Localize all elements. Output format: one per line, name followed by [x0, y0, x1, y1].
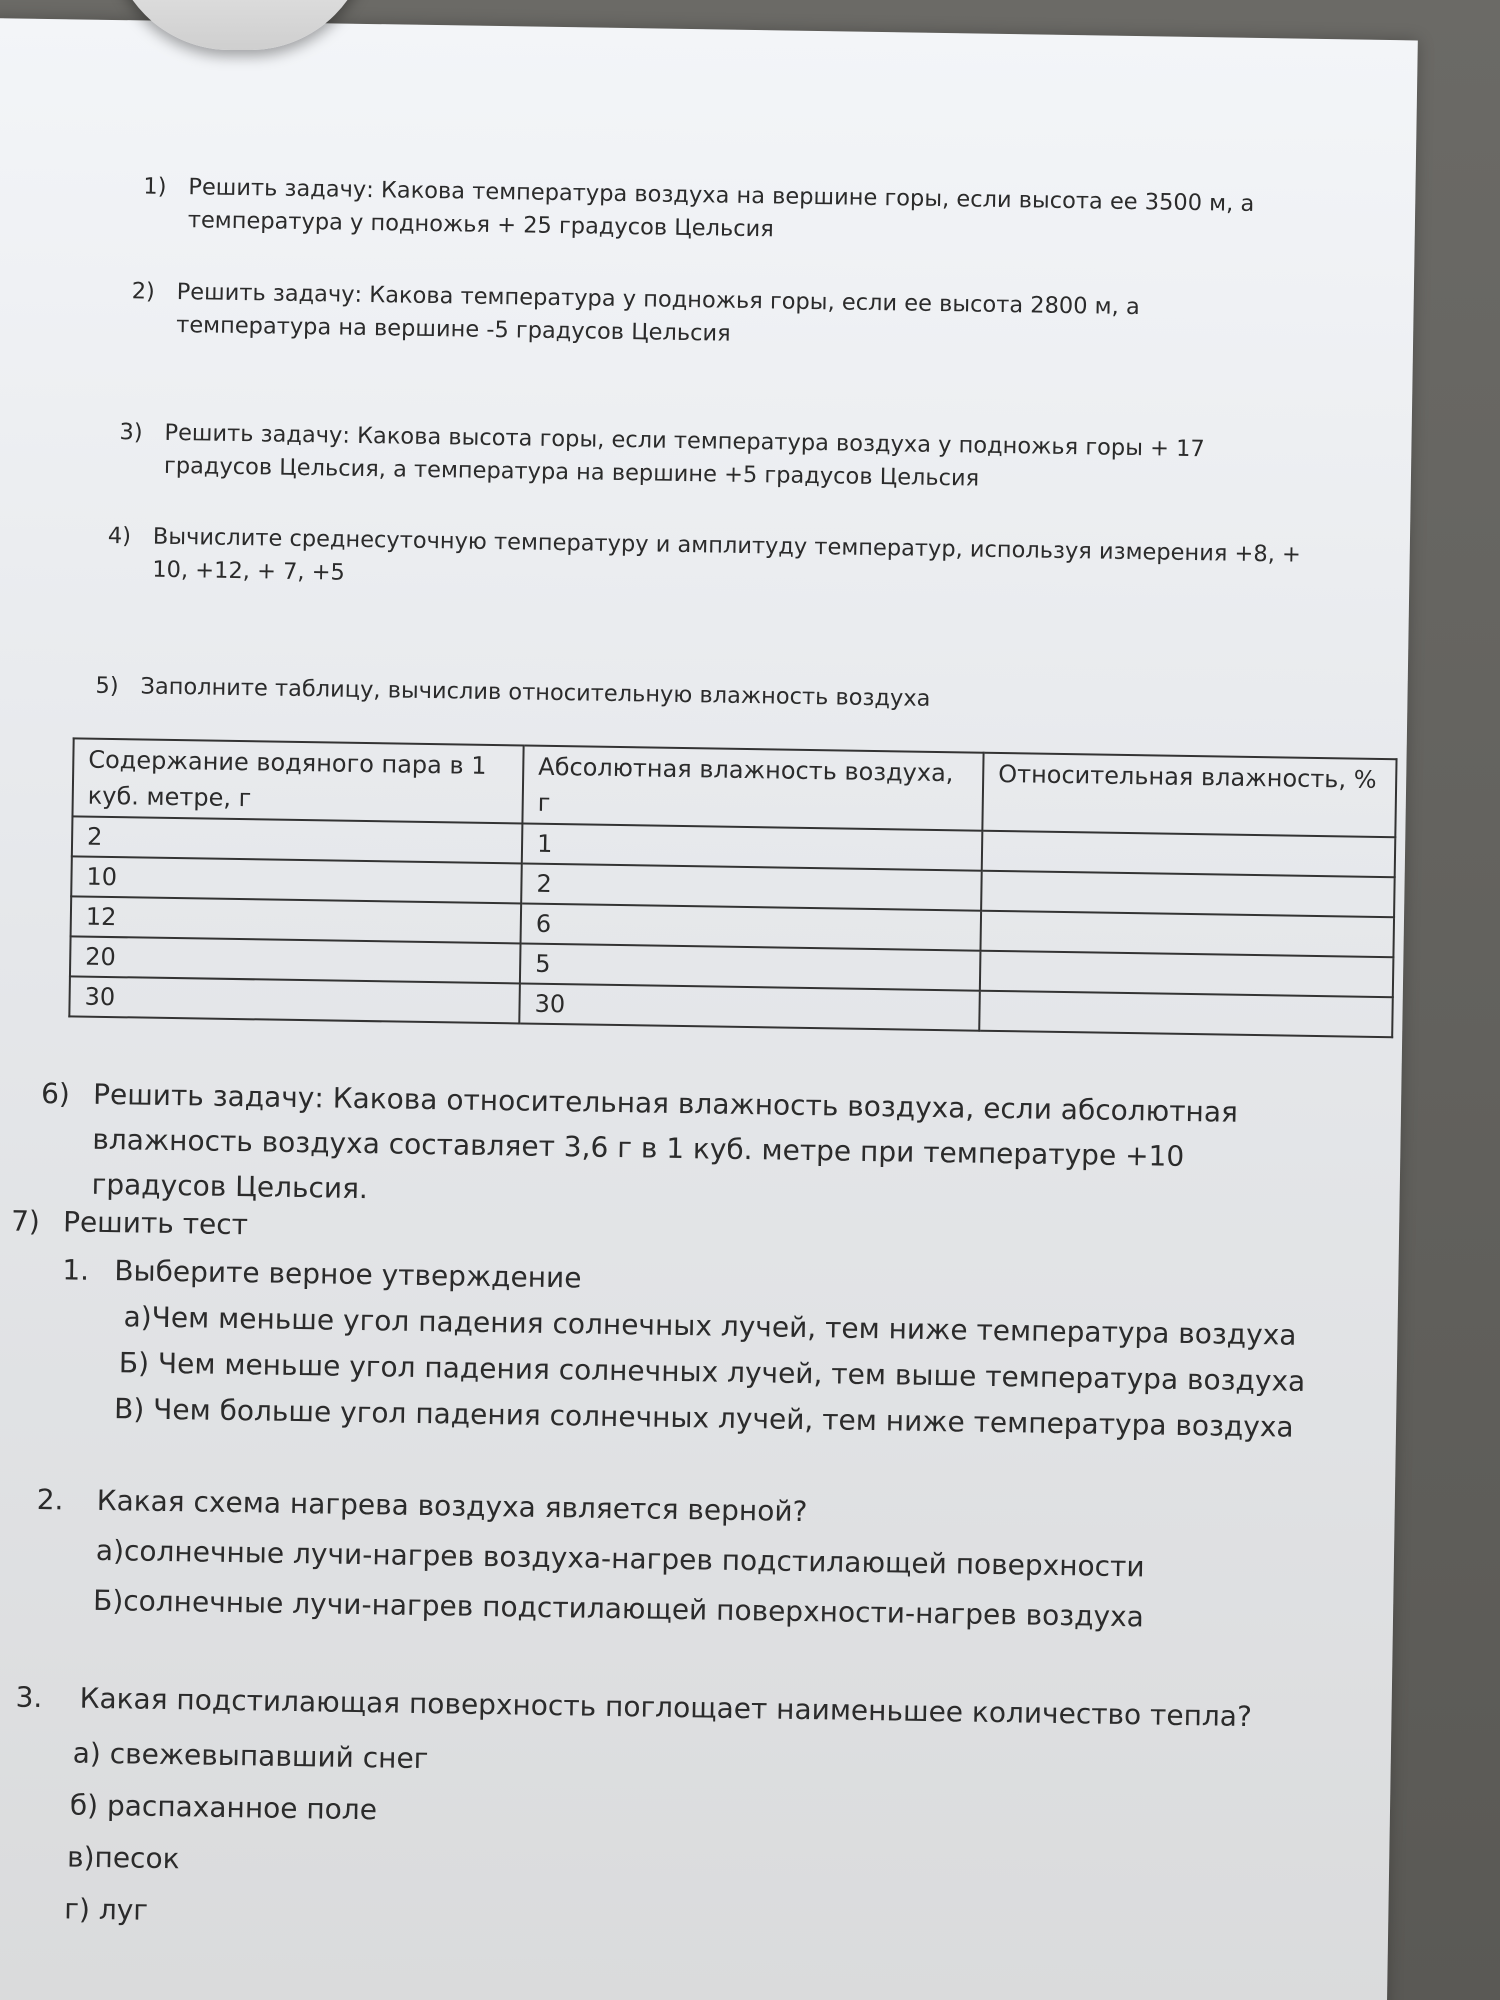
cell-vapor: 30	[69, 976, 520, 1023]
test-question-text: Какая подстилающая поверхность поглощает наименьшее количество тепла?	[79, 1681, 1253, 1734]
cell-relative-blank[interactable]	[980, 951, 1394, 997]
test-section	[0, 1199, 1308, 1955]
test-question-1	[8, 1247, 1307, 1451]
test-question-2	[5, 1476, 1304, 1642]
question-text: Решить задачу: Какова температура воздуха на вершине горы, если высота ее 3500 м, а температура у подножья + 25 градусов Цельсия	[187, 174, 1255, 243]
cell-vapor: 10	[71, 856, 522, 903]
cell-relative-blank[interactable]	[982, 831, 1396, 877]
answer-option[interactable]: г) луг	[64, 1892, 149, 1927]
test-question-text: Выберите верное утверждение	[114, 1254, 582, 1295]
answer-option[interactable]: а)солнечные лучи-нагрев воздуха-нагрев подстилающей поверхности	[95, 1533, 1145, 1584]
answer-option[interactable]: в)песок	[66, 1840, 180, 1876]
cell-absolute: 5	[520, 943, 981, 990]
question-2	[131, 275, 1302, 359]
cell-absolute: 30	[519, 983, 980, 1030]
cell-relative-blank[interactable]	[979, 991, 1393, 1037]
header-vapor-content: Содержание водяного пара в 1 куб. метре, г	[72, 738, 523, 823]
question-number: 2)	[131, 278, 156, 305]
question-text: Вычислите среднесуточную температуру и амплитуду температур, используя измерения +8, + 10, +12, + 7, +5	[152, 523, 1302, 586]
question-5	[95, 670, 1295, 722]
cell-absolute: 1	[522, 823, 983, 870]
header-absolute-humidity: Абсолютная влажность воздуха, г	[522, 746, 983, 831]
cell-absolute: 6	[521, 903, 982, 950]
question-number: 7)	[10, 1204, 41, 1238]
question-number: 6)	[40, 1076, 71, 1111]
test-question-3	[0, 1674, 1300, 1954]
humidity-table	[68, 737, 1397, 1038]
worksheet	[0, 18, 1418, 2000]
cell-relative-blank[interactable]	[981, 871, 1395, 917]
cell-vapor: 12	[71, 896, 522, 943]
answer-option[interactable]: Б)солнечные лучи-нагрев подстилающей поверхности-нагрев воздуха	[92, 1583, 1145, 1634]
header-relative-humidity: Относительная влажность, %	[982, 753, 1396, 837]
question-text: Решить задачу: Какова температура у подножья горы, если ее высота 2800 м, а температура на вершине -5 градусов Цельсия	[175, 278, 1140, 347]
question-text: Решить задачу: Какова относительная влажность воздуха, если абсолютная влажность воздуха составляет 3,6 г в 1 куб. метре при температуре +10 градусов Цельсия.	[91, 1077, 1239, 1206]
test-question-number: 2.	[36, 1482, 64, 1517]
question-number: 5)	[95, 672, 119, 700]
test-question-number: 3.	[15, 1680, 43, 1715]
cell-absolute: 2	[521, 863, 982, 910]
test-title: Решить тест	[62, 1205, 249, 1242]
question-text: Решить задачу: Какова высота горы, если температура воздуха у подножья горы + 17 градусов Цельсия, а температура на вершине +5 градусов Цельсия	[163, 419, 1205, 492]
paper-sheet	[0, 18, 1418, 2000]
cell-vapor: 2	[72, 816, 523, 863]
question-3	[119, 416, 1290, 500]
answer-option[interactable]: а)Чем меньше угол падения солнечных лучей, тем ниже температура воздуха	[123, 1300, 1297, 1352]
answer-option[interactable]: а) свежевыпавший снег	[72, 1736, 429, 1776]
cell-relative-blank[interactable]	[980, 911, 1394, 957]
cell-vapor: 20	[70, 936, 521, 983]
question-number: 4)	[107, 522, 132, 550]
question-4	[107, 520, 1318, 605]
test-question-text: Какая схема нагрева воздуха является верной?	[96, 1483, 808, 1529]
question-text: Заполните таблицу, вычислив относительную влажность воздуха	[140, 673, 931, 712]
answer-option[interactable]: б) распаханное поле	[69, 1788, 378, 1827]
answer-option[interactable]: В) Чем больше угол падения солнечных лучей, тем ниже температура воздуха	[113, 1392, 1294, 1444]
question-1	[143, 170, 1314, 254]
question-number: 3)	[119, 419, 143, 446]
answer-option[interactable]: Б) Чем меньше угол падения солнечных лучей, тем выше температура воздуха	[118, 1346, 1306, 1398]
question-number: 1)	[143, 173, 167, 200]
test-question-number: 1.	[62, 1253, 90, 1287]
